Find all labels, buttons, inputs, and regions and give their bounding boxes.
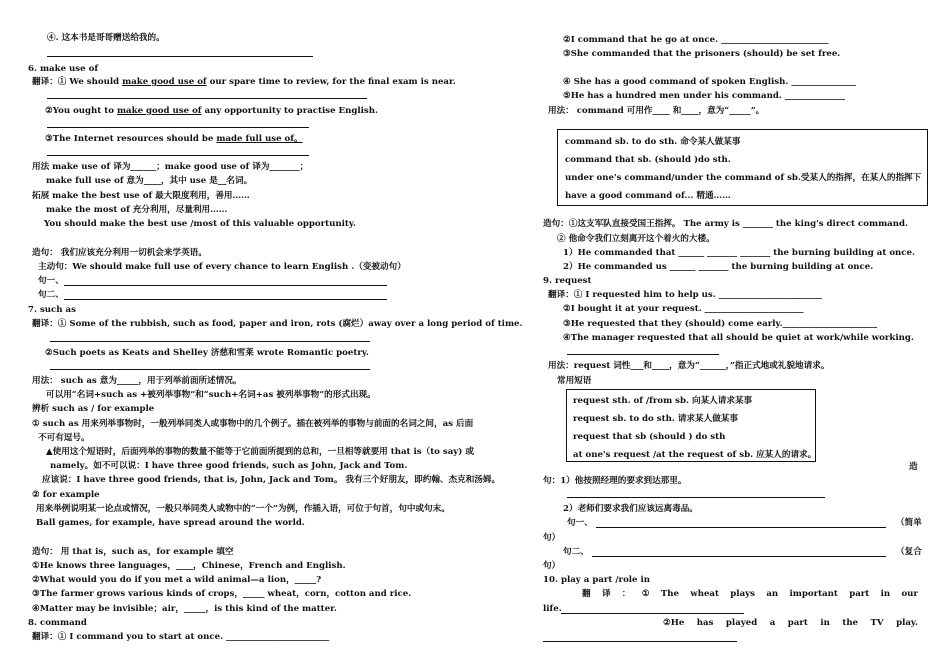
text-line: 翻译：① I command you to start at once. ________________________ [32, 632, 330, 642]
word: The [660, 589, 679, 599]
text-line: 造句：①这支军队直接受国王指挥。 The army is _______ the king's direct command. [543, 219, 908, 229]
answer-line [47, 56, 313, 57]
answer-line [567, 497, 825, 498]
text-line: 造 [909, 462, 918, 472]
word: in [820, 618, 830, 628]
answer-line [50, 369, 370, 370]
word: in [880, 589, 891, 599]
text-line: make full use of 意为____，其中 use 是__名词。 [46, 176, 253, 186]
answer-line [50, 341, 370, 342]
word: part [849, 589, 870, 599]
word: important [789, 589, 838, 599]
answer-line [543, 641, 737, 642]
text-line: 1）He commanded that ______ _______ _______ the burning building at once. [563, 248, 915, 258]
word: play. [896, 618, 918, 628]
word: plays [730, 589, 755, 599]
text-line: ④Matter may be invisible；air，_____，is this kind of the matter. [32, 604, 337, 614]
word: ②He [663, 618, 685, 628]
text-line: ②I command that he go at once. _________________________ [563, 35, 829, 45]
text-line: namely。如不可以说：I have three good friends, such as John, Jack and Tom. [50, 461, 408, 471]
section-heading: 10. play a part /role in [543, 575, 651, 585]
text-line: ②I bought it at your request. _______________________ [563, 304, 804, 314]
answer-line [592, 556, 886, 557]
text-line: ①He knows three languages，____，Chinese，French and English. [32, 561, 346, 571]
text-line: ④. 这本书是哥哥赠送给我的。 [47, 33, 165, 43]
word: a [769, 618, 776, 628]
text-line: 用法 make use of 译为______；make good use of 译为_______； [32, 162, 309, 172]
answer-line [64, 299, 387, 300]
box-line: at one's request /at the request of sb. 应某人的请求。 [573, 450, 817, 460]
box-line: request that sb (should ) do sth [573, 432, 726, 442]
text-line-justified [663, 618, 918, 629]
text-line: 翻译：① Some of the rubbish, such as food, paper and iron, rots (腐烂）away over a long period of time. [32, 319, 523, 329]
text-line: 用来举例说明某一论点或情况，一般只举同类人或物中的“一个”为例，作插入语，可位于句首，句中或句末。 [36, 504, 450, 514]
box-line: request sth. of /from sb. 向某人请求某事 [573, 396, 753, 406]
word: 翻 [582, 589, 591, 599]
word: 译 [601, 589, 611, 599]
answer-line [64, 285, 387, 286]
answer-line [596, 527, 886, 528]
text-line: ②What would you do if you met a wild animal—a lion，_____? [32, 575, 322, 585]
text-line: ④ She has a good command of spoken English. _______________ [563, 77, 856, 87]
text-line: 句一、 [38, 276, 64, 286]
text-line: 造句： 用 that is，such as，for example 填空 [32, 547, 234, 557]
word: ： [621, 589, 631, 599]
answer-line [561, 613, 744, 614]
right-column [520, 0, 950, 672]
text-line: （复合 [896, 547, 922, 557]
word: played [725, 618, 758, 628]
text-line: 翻译：① I requested him to help us. ________________________ [548, 290, 822, 300]
box-line: command sb. to do sth. 命令某人做某事 [565, 137, 741, 147]
text-line: 句） [543, 533, 561, 543]
box-line: request sb. to do sth. 请求某人做某事 [573, 414, 738, 424]
text-line-justified [582, 589, 918, 600]
text-line: 常用短语 [557, 376, 592, 386]
text-line: ▲使用这个短语时，后面列举的事物的数量不能等于它前面所提到的总和，一旦相等就要用 that is（to say) 或 [46, 447, 474, 457]
text-line: 主动句：We should make full use of every chance to learn English .（变被动句） [38, 262, 406, 272]
word: an [766, 589, 779, 599]
word: ① [641, 589, 650, 599]
text-line: ②You ought to make good use of any opportunity to practise English. [45, 106, 378, 116]
text-line: make the most of 充分利用，尽量利用…… [46, 205, 228, 215]
section-heading: 7. such as [28, 305, 76, 315]
text-line: 2）He commanded us ______ _______ the burning building at once. [563, 262, 874, 272]
text-line: You should make the best use /most of this valuable opportunity. [44, 219, 356, 229]
text-line: ⑤He has a hundred men under his command. ______________ [563, 91, 845, 101]
word: has [696, 618, 714, 628]
section-heading: 9. request [543, 276, 592, 286]
text-line: ① such as 用来列举事物时，一般列举同类人或事物中的几个例子。插在被列举的事物与前面的名词之间，as 后面 [32, 419, 474, 429]
text-line: ③The farmer grows various kinds of crops，_____ wheat，corn，cotton and rice. [32, 589, 412, 599]
text-line: 句） [543, 561, 561, 571]
text-line: 用法： such as 意为_____，用于列举前面所述情况。 [32, 376, 242, 386]
text-line: （简单 [896, 518, 922, 528]
answer-line [47, 155, 309, 156]
text-line: ② 他命令我们立刻离开这个着火的大楼。 [557, 234, 715, 244]
text-line: ③She commanded that the prisoners (should) be set free. [563, 49, 841, 59]
text-line: 造句： 我们应该充分利用一切机会来学英语。 [32, 248, 207, 258]
text-line: ② for example [32, 490, 100, 500]
box-line: under one's command/under the command of sb.受某人的指挥，在某人的指挥下 [565, 173, 922, 183]
text-line: 句二、 [38, 290, 64, 300]
text-line: 句二、 [563, 547, 589, 557]
text-line: 句一、 [567, 518, 593, 528]
text-line: ③The Internet resources should be made full use of。 [45, 134, 303, 144]
text-line: ③He requested that they (should) come early.______________________ [563, 319, 878, 329]
text-line: 用法：request 词性___和____，意为“______，”指正式地或礼貌地请求。 [548, 361, 830, 371]
text-line: 辨析 such as / for example [32, 404, 155, 414]
text-line: 用法： command 可用作____ 和____，意为“_____”。 [548, 106, 765, 116]
section-heading: 8. command [28, 618, 87, 628]
box-line: command that sb. (should )do sth. [565, 155, 731, 165]
answer-line [567, 354, 719, 355]
text-line: ②Such poets as Keats and Shelley 济慈和雪莱 wrote Romantic poetry. [45, 348, 369, 358]
text-line: 2）老师们要求我们应该远离毒品。 [563, 504, 698, 514]
box-line: have a good command of... 精通…… [565, 191, 731, 201]
text-line: 句：1）他按照经理的要求到达那里。 [543, 476, 687, 486]
text-line: 应该说：I have three good friends, that is, John, Jack and Tom。 我有三个好朋友，即约翰、杰克和汤姆。 [42, 475, 501, 485]
text-line: 拓展 make the best use of 最大限度利用，善用…… [32, 191, 250, 201]
word: wheat [690, 589, 719, 599]
answer-line [47, 127, 309, 128]
text-line: life. [543, 604, 562, 614]
text-line: Ball games, for example, have spread around the world. [36, 518, 305, 528]
word: our [901, 589, 918, 599]
section-heading: 6. make use of [28, 64, 99, 74]
text-line: ④The manager requested that all should be quiet at work/while working. [563, 333, 914, 343]
word: part [787, 618, 808, 628]
word: the [842, 618, 859, 628]
text-line: 不可有逗号。 [38, 433, 90, 443]
text-line: 翻译：① We should make good use of our spare time to review, for the final exam is near. [32, 77, 456, 87]
word: TV [870, 618, 884, 628]
answer-line [47, 98, 367, 99]
text-line: 可以用“名词+such as +被列举事物”和“such+名词+as 被列举事物”的形式出现。 [46, 390, 376, 400]
